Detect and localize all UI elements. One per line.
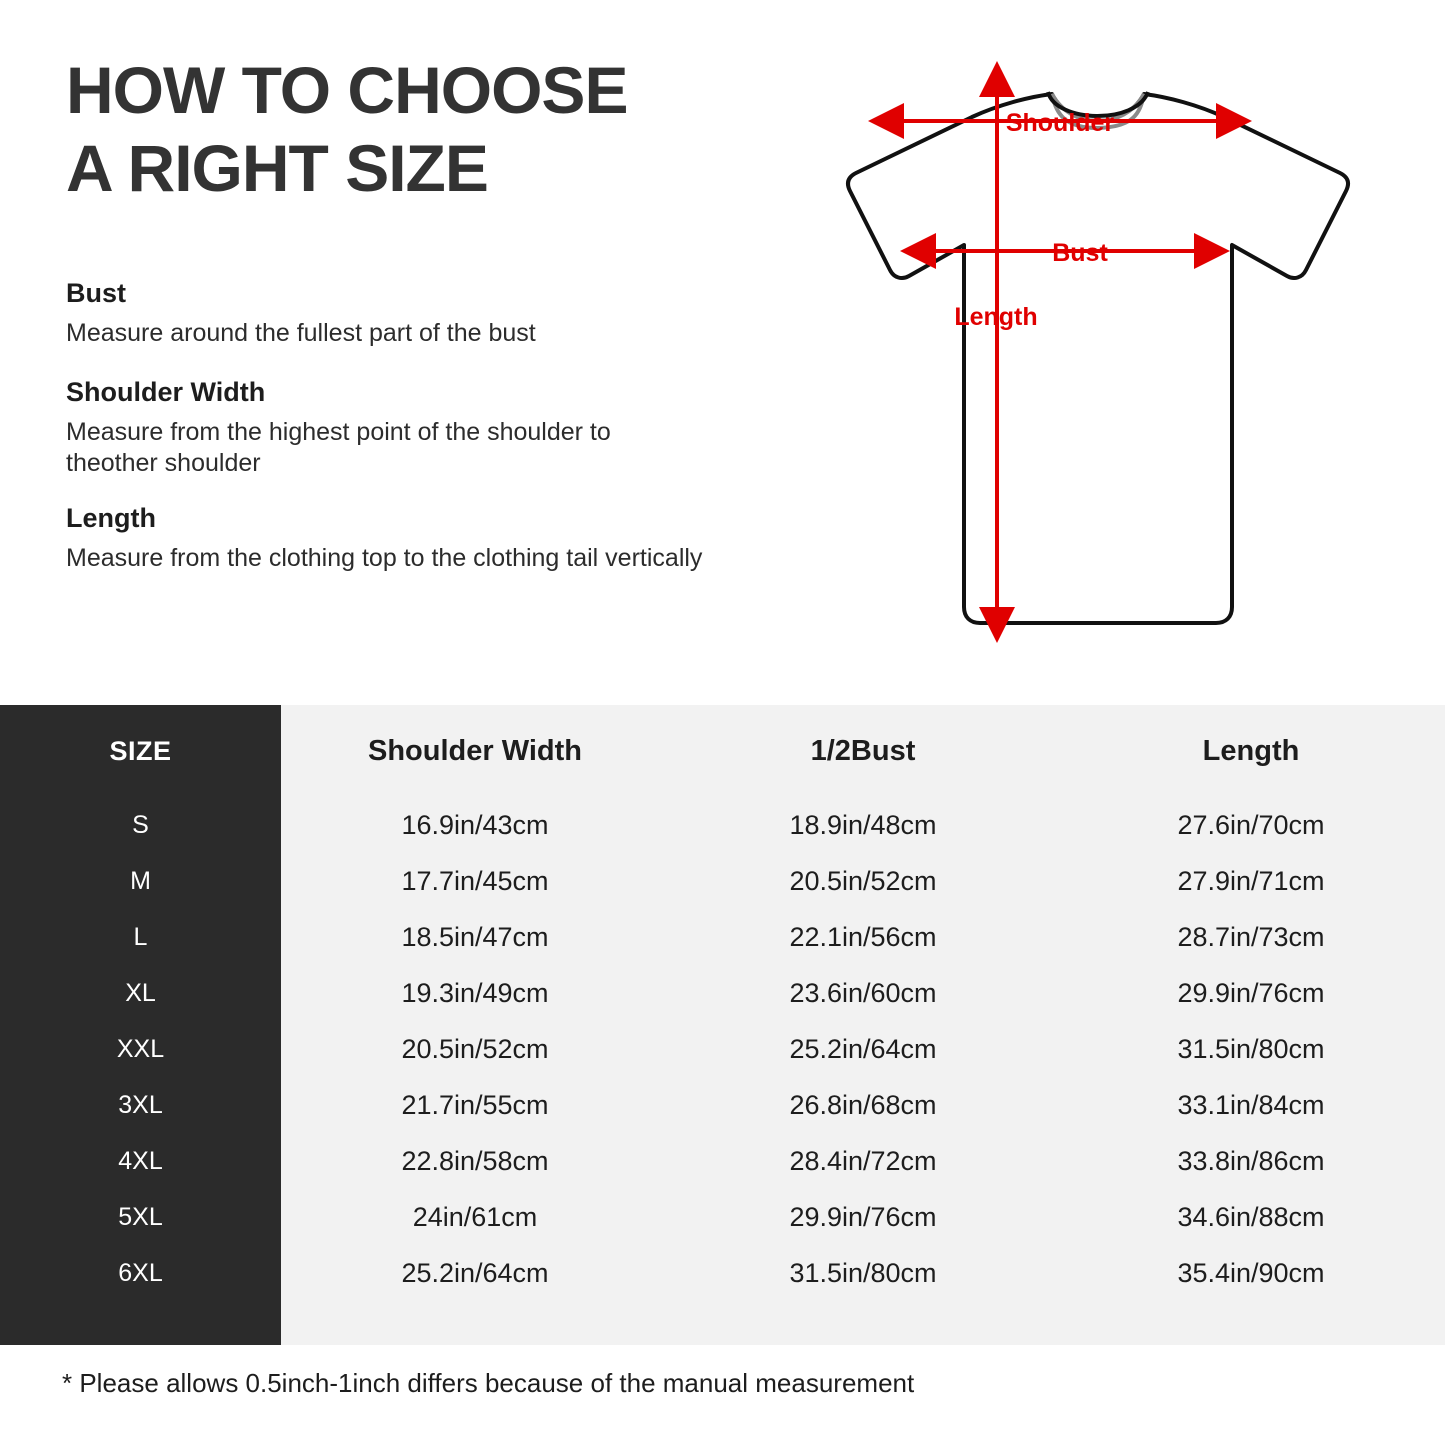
tshirt-illustration <box>740 45 1380 675</box>
cell-size: 5XL <box>118 1202 163 1231</box>
cell-size: M <box>130 866 151 895</box>
cell-length: 31.5in/80cm <box>1177 1033 1325 1064</box>
length-label: Length <box>954 303 1038 331</box>
table-row <box>0 853 1445 909</box>
cell-size: 6XL <box>118 1258 163 1287</box>
cell-shoulder: 20.5in/52cm <box>401 1033 549 1064</box>
cell-size: 3XL <box>118 1090 163 1119</box>
header-shoulder-width: Shoulder Width <box>368 734 582 767</box>
table-header-row <box>0 705 1445 797</box>
header-length: Length <box>1202 734 1300 767</box>
cell-length: 35.4in/90cm <box>1177 1257 1325 1288</box>
page-title-line1: HOW TO CHOOSE <box>66 53 628 127</box>
table-row <box>0 909 1445 965</box>
measure-guide-length <box>66 503 706 574</box>
cell-bust: 18.9in/48cm <box>789 809 937 840</box>
cell-shoulder: 18.5in/47cm <box>401 921 549 952</box>
table-row <box>0 1189 1445 1245</box>
measure-guide-shoulder-title: Shoulder Width <box>66 377 266 407</box>
cell-length: 27.6in/70cm <box>1177 809 1325 840</box>
header-half-bust: 1/2Bust <box>810 734 916 767</box>
cell-bust: 23.6in/60cm <box>789 977 937 1008</box>
cell-length: 29.9in/76cm <box>1177 977 1325 1008</box>
cell-size: XL <box>125 978 156 1007</box>
measure-guide-shoulder <box>66 377 706 480</box>
cell-shoulder: 24in/61cm <box>412 1201 538 1232</box>
table-row <box>0 1021 1445 1077</box>
cell-bust: 28.4in/72cm <box>789 1145 937 1176</box>
cell-size: S <box>132 810 149 839</box>
table-row <box>0 797 1445 853</box>
cell-size: 4XL <box>118 1146 163 1175</box>
tshirt-body-outline <box>848 92 1348 623</box>
cell-shoulder: 21.7in/55cm <box>401 1089 549 1120</box>
measure-guide-bust-desc: Measure around the fullest part of the bust <box>66 319 536 347</box>
cell-shoulder: 17.7in/45cm <box>401 865 549 896</box>
shoulder-label: Shoulder <box>1005 109 1115 137</box>
cell-size: L <box>133 922 148 951</box>
table-row <box>0 1077 1445 1133</box>
cell-length: 33.8in/86cm <box>1177 1145 1325 1176</box>
measure-guide-length-title: Length <box>66 503 156 533</box>
table-row <box>0 1133 1445 1189</box>
measure-guide-length-desc: Measure from the clothing top to the clothing tail vertically <box>66 544 703 572</box>
cell-shoulder: 19.3in/49cm <box>401 977 549 1008</box>
cell-bust: 26.8in/68cm <box>789 1089 937 1120</box>
guide-section <box>0 0 1445 700</box>
bust-label: Bust <box>1052 239 1108 267</box>
size-table-header <box>0 705 1445 797</box>
cell-size: XXL <box>116 1034 165 1063</box>
table-row <box>0 1245 1445 1301</box>
cell-bust: 25.2in/64cm <box>789 1033 937 1064</box>
size-table-body <box>0 797 1445 1301</box>
cell-length: 27.9in/71cm <box>1177 865 1325 896</box>
size-table-section <box>0 705 1445 1345</box>
cell-bust: 22.1in/56cm <box>789 921 937 952</box>
cell-length: 33.1in/84cm <box>1177 1089 1325 1120</box>
measure-guide-bust <box>66 278 706 349</box>
size-table <box>0 705 1445 1301</box>
footnote: * Please allows 0.5inch-1inch differs because of the manual measurement <box>62 1368 915 1398</box>
cell-bust: 31.5in/80cm <box>789 1257 937 1288</box>
cell-length: 28.7in/73cm <box>1177 921 1325 952</box>
measure-guide-bust-title: Bust <box>66 278 126 308</box>
cell-bust: 29.9in/76cm <box>789 1201 937 1232</box>
cell-length: 34.6in/88cm <box>1177 1201 1325 1232</box>
cell-shoulder: 16.9in/43cm <box>401 809 549 840</box>
page-title-line2: A RIGHT SIZE <box>66 130 488 205</box>
measure-guide-shoulder-desc: Measure from the highest point of the shoulder to theother shoulder <box>66 418 611 478</box>
cell-shoulder: 22.8in/58cm <box>401 1145 549 1176</box>
cell-shoulder: 25.2in/64cm <box>401 1257 549 1288</box>
cell-bust: 20.5in/52cm <box>789 865 937 896</box>
header-size: SIZE <box>109 735 172 766</box>
page-title <box>66 52 726 208</box>
tshirt-diagram <box>740 45 1380 675</box>
table-row <box>0 965 1445 1021</box>
